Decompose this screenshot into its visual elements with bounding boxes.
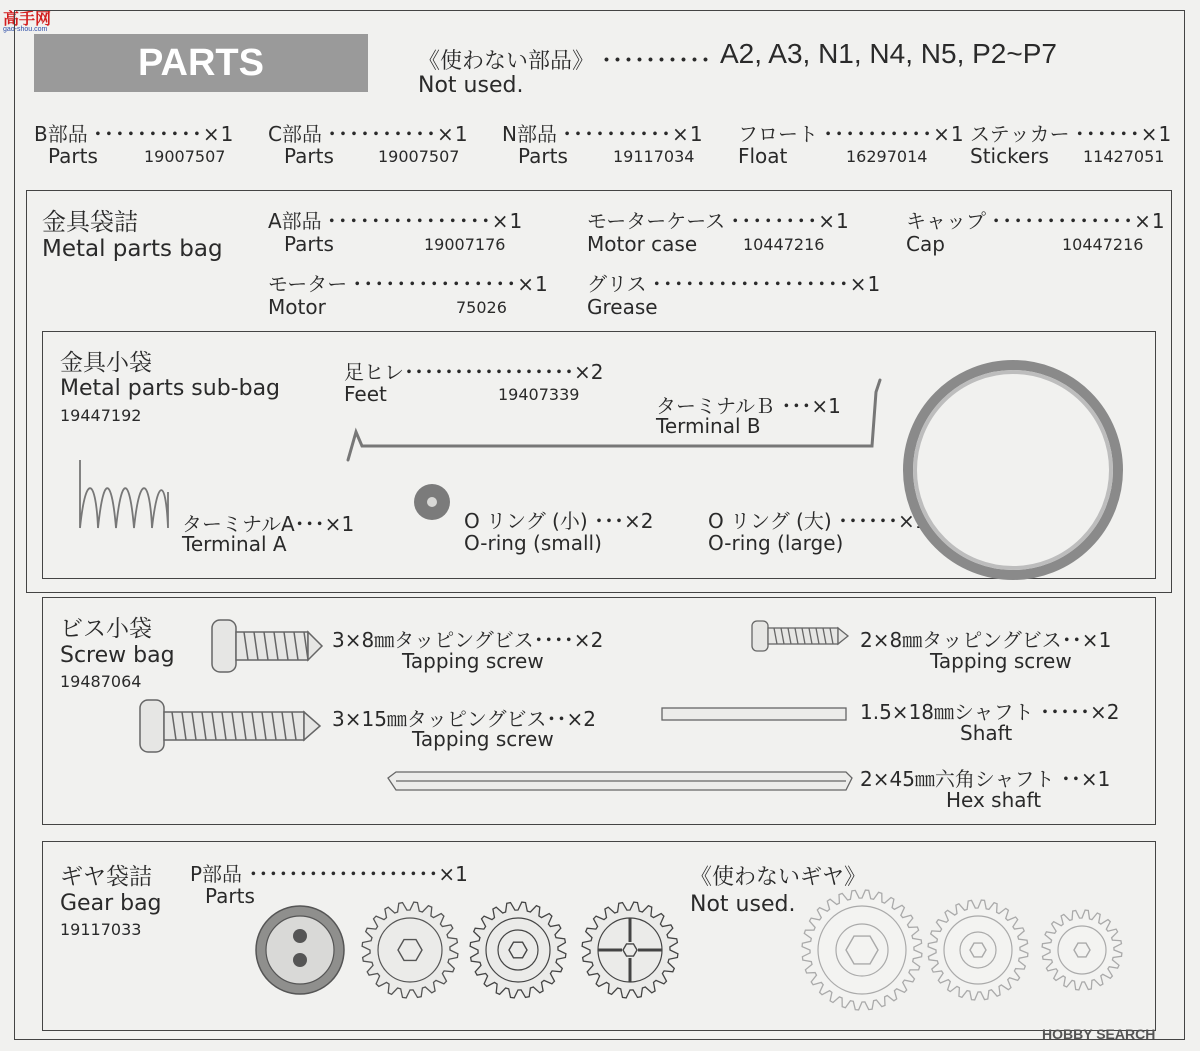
part-en: Parts bbox=[518, 144, 568, 168]
part-jp: モーターケース bbox=[587, 209, 726, 233]
screw-3x15-label-jp: 3×15㎜タッピングビス･･×2 bbox=[332, 707, 597, 731]
terminal-b-label-jp: ターミナルＢ ･･･×1 bbox=[656, 394, 841, 418]
part-qty: ･･････×1 bbox=[1074, 122, 1173, 146]
terminal-a-label-jp: ターミナルA･･･×1 bbox=[182, 512, 355, 536]
unused-gears-jp: 《使わないギヤ》 bbox=[690, 865, 867, 890]
part-qty: ･･･････････････×1 bbox=[326, 209, 524, 233]
terminal-b-label-en: Terminal B bbox=[656, 414, 761, 438]
shaft-label-en: Shaft bbox=[960, 721, 1013, 745]
shaft-label-jp: 1.5×18㎜シャフト ･････×2 bbox=[860, 700, 1120, 724]
part-jp: A部品 bbox=[268, 209, 322, 233]
unused-gear-1-illustration bbox=[802, 890, 922, 1010]
gear-p3-illustration bbox=[470, 902, 566, 998]
feet-label-en: Feet bbox=[344, 382, 387, 406]
gear-p4-illustration bbox=[582, 902, 678, 998]
screw-bag-number: 19487064 bbox=[60, 672, 142, 691]
part-number: 16297014 bbox=[846, 147, 928, 166]
sub-bag-title-en: Metal parts sub-bag bbox=[60, 376, 281, 401]
feet-number: 19407339 bbox=[498, 385, 580, 404]
sub-bag-number: 19447192 bbox=[60, 406, 142, 425]
unused-parts-label: 《使わない部品》 ･･････････ bbox=[418, 49, 711, 74]
unused-gear-2-illustration bbox=[928, 900, 1028, 1000]
part-qty: ･･････････×1 bbox=[562, 122, 704, 146]
gear-p2-illustration bbox=[362, 902, 458, 998]
part-number: 10447216 bbox=[743, 235, 825, 254]
part-en: Float bbox=[738, 144, 788, 168]
screw-3x8-label-en: Tapping screw bbox=[402, 649, 544, 673]
hex-shaft-label-jp: 2×45㎜六角シャフト ･･×1 bbox=[860, 767, 1111, 791]
part-qty: ･･････････×1 bbox=[823, 122, 965, 146]
gear-bag-title-en: Gear bag bbox=[60, 891, 162, 916]
unused-gears-en: Not used. bbox=[690, 892, 796, 917]
unused-parts-en: Not used. bbox=[418, 73, 524, 98]
screw-2x8-label-en: Tapping screw bbox=[930, 649, 1072, 673]
part-jp: フロート bbox=[738, 122, 818, 146]
oring-large-label-en: O-ring (large) bbox=[708, 531, 844, 555]
oring-small-label-en: O-ring (small) bbox=[464, 531, 602, 555]
feet-label-jp: 足ヒレ･････････････････×2 bbox=[344, 360, 604, 384]
part-number: 11427051 bbox=[1083, 147, 1165, 166]
part-qty: ･･････････×1 bbox=[92, 122, 235, 146]
part-en: Grease bbox=[587, 295, 658, 319]
part-number: 10447216 bbox=[1062, 235, 1144, 254]
site-logo: 高手网 bbox=[3, 11, 52, 28]
oring-large-label-jp: O リング (大) ･･････×1 bbox=[708, 509, 928, 533]
metal-bag-title-jp: 金具袋詰 bbox=[42, 208, 138, 236]
part-qty: ･･････････×1 bbox=[327, 122, 469, 146]
part-en: Parts bbox=[48, 144, 98, 168]
hex-shaft-label-en: Hex shaft bbox=[946, 788, 1042, 812]
screw-3x8-label-jp: 3×8㎜タッピングビス････×2 bbox=[332, 628, 604, 652]
part-jp: キャップ bbox=[906, 209, 986, 233]
gear-p-parts-jp: P部品 ･･･････････････････×1 bbox=[190, 862, 468, 886]
gear-p1-illustration bbox=[256, 906, 344, 994]
terminal-a-label-en: Terminal A bbox=[182, 532, 287, 556]
part-number: 19007507 bbox=[144, 147, 226, 166]
part-number: 19007176 bbox=[424, 235, 506, 254]
part-qty: ････････×1 bbox=[730, 209, 850, 233]
part-jp: グリス bbox=[587, 272, 647, 296]
part-number: 19117034 bbox=[613, 147, 695, 166]
screw-3x15-label-en: Tapping screw bbox=[412, 727, 554, 751]
part-qty: ･･････････････････×1 bbox=[651, 272, 882, 296]
part-en: Motor case bbox=[587, 232, 698, 256]
sub-bag-title-jp: 金具小袋 bbox=[60, 350, 152, 376]
metal-bag-title-en: Metal parts bag bbox=[42, 236, 223, 262]
gear-p-parts-en: Parts bbox=[205, 884, 255, 908]
gear-bag-number: 19117033 bbox=[60, 920, 142, 939]
part-number: 75026 bbox=[456, 298, 507, 317]
part-en: Stickers bbox=[970, 144, 1049, 168]
part-en: Parts bbox=[284, 232, 334, 256]
credit-watermark: HOBBY SEARCH bbox=[1042, 1026, 1156, 1042]
part-jp: B部品 bbox=[34, 122, 88, 146]
part-jp: C部品 bbox=[268, 122, 322, 146]
parts-title: PARTS bbox=[138, 42, 264, 84]
part-en: Cap bbox=[906, 232, 945, 256]
part-jp: N部品 bbox=[502, 122, 557, 146]
unused-gear-3-illustration bbox=[1042, 910, 1122, 990]
screw-bag-title-jp: ビス小袋 bbox=[60, 616, 152, 642]
part-jp: ステッカー bbox=[970, 122, 1070, 146]
screw-bag-title-en: Screw bag bbox=[60, 643, 175, 668]
part-en: Parts bbox=[284, 144, 334, 168]
part-qty: ･････････････×1 bbox=[991, 209, 1166, 233]
part-en: Motor bbox=[268, 295, 326, 319]
screw-2x8-label-jp: 2×8㎜タッピングビス･･×1 bbox=[860, 628, 1112, 652]
part-number: 19007507 bbox=[378, 147, 460, 166]
part-jp: モーター bbox=[268, 272, 348, 296]
unused-parts-list: A2, A3, N1, N4, N5, P2~P7 bbox=[720, 38, 1057, 69]
gear-bag-title-jp: ギヤ袋詰 bbox=[60, 864, 152, 890]
oring-small-label-jp: O リング (小) ･･･×2 bbox=[464, 509, 654, 533]
site-logo-subtitle: gao-shou.com bbox=[3, 26, 48, 33]
part-qty: ･･･････････････×1 bbox=[352, 272, 549, 296]
